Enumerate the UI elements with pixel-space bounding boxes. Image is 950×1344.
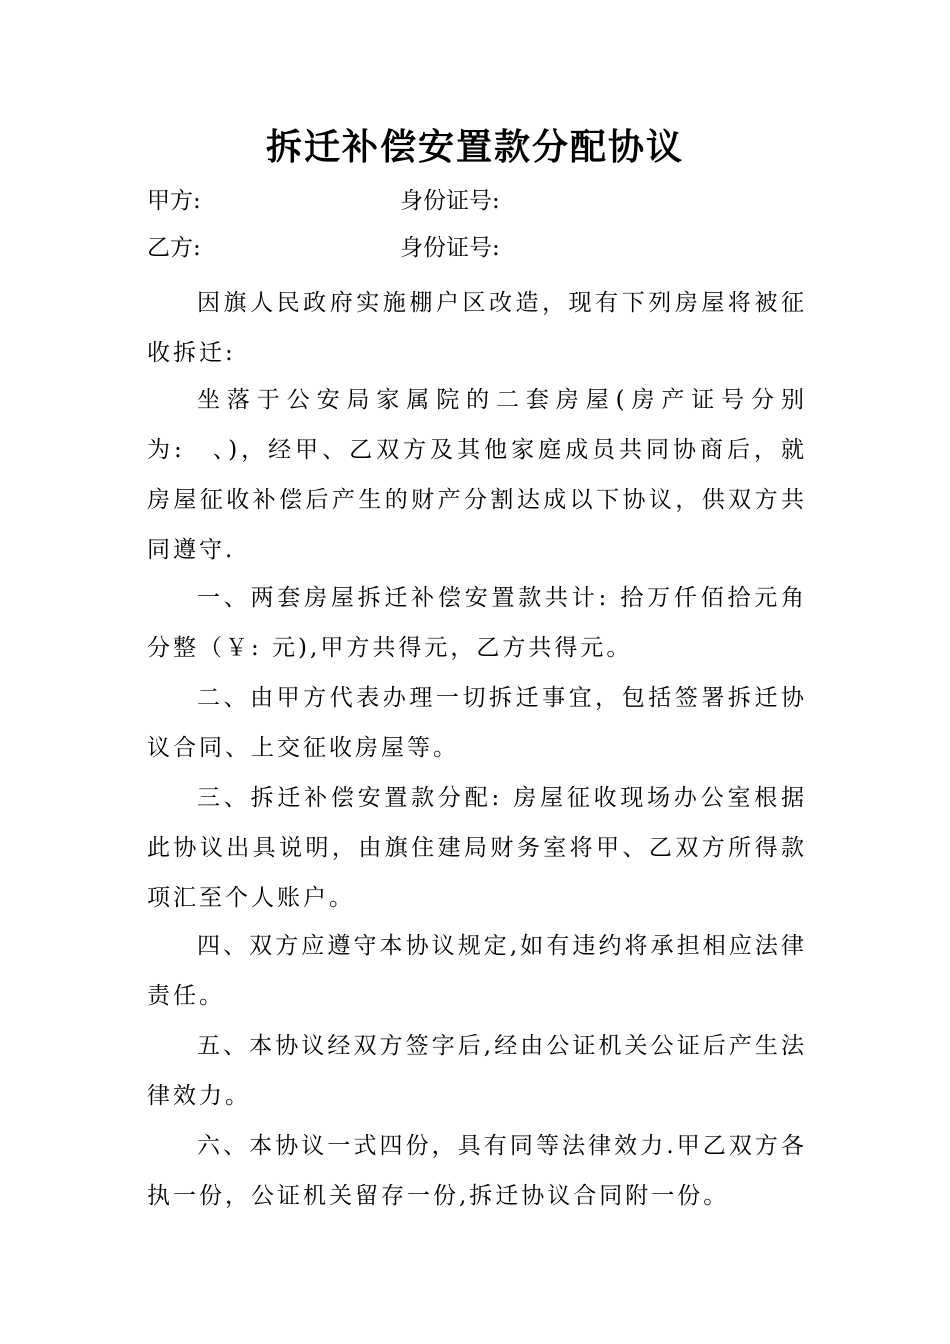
party-a-label: 甲方: xyxy=(147,188,201,214)
clause-2-paragraph: 二、由甲方代表办理一切拆迁事宜，包括签署拆迁协议合同、上交征收房屋等。 xyxy=(147,685,807,761)
document-title: 拆迁补偿安置款分配协议 xyxy=(265,126,684,168)
property-paragraph: 坐落于公安局家属院的二套房屋(房产证号分别为: 、)，经甲、乙双方及其他家庭成员共同协商后，就房屋征收补偿后产生的财产分割达成以下协议，供双方共同遵守. xyxy=(147,387,807,563)
party-b-label: 乙方: xyxy=(147,235,201,261)
party-b-id-label: 身份证号: xyxy=(400,235,500,261)
clause-5-paragraph: 五、本协议经双方签字后,经由公证机关公证后产生法律效力。 xyxy=(147,1033,807,1109)
clause-4-paragraph: 四、双方应遵守本协议规定,如有违约将承担相应法律责任。 xyxy=(147,933,807,1009)
clause-6-paragraph: 六、本协议一式四份，具有同等法律效力.甲乙双方各执一份，公证机关留存一份,拆迁协议合同附一份。 xyxy=(147,1133,807,1209)
clause-1-paragraph: 一、两套房屋拆迁补偿安置款共计: 拾万仟佰拾元角分整（￥: 元),甲方共得元，乙方共得元。 xyxy=(147,585,807,661)
intro-paragraph: 因旗人民政府实施棚户区改造，现有下列房屋将被征收拆迁: xyxy=(147,290,807,366)
party-a-id-label: 身份证号: xyxy=(400,188,500,214)
clause-3-paragraph: 三、拆迁补偿安置款分配: 房屋征收现场办公室根据此协议出具说明，由旗住建局财务室将甲、乙双方所得款项汇至个人账户。 xyxy=(147,785,807,911)
